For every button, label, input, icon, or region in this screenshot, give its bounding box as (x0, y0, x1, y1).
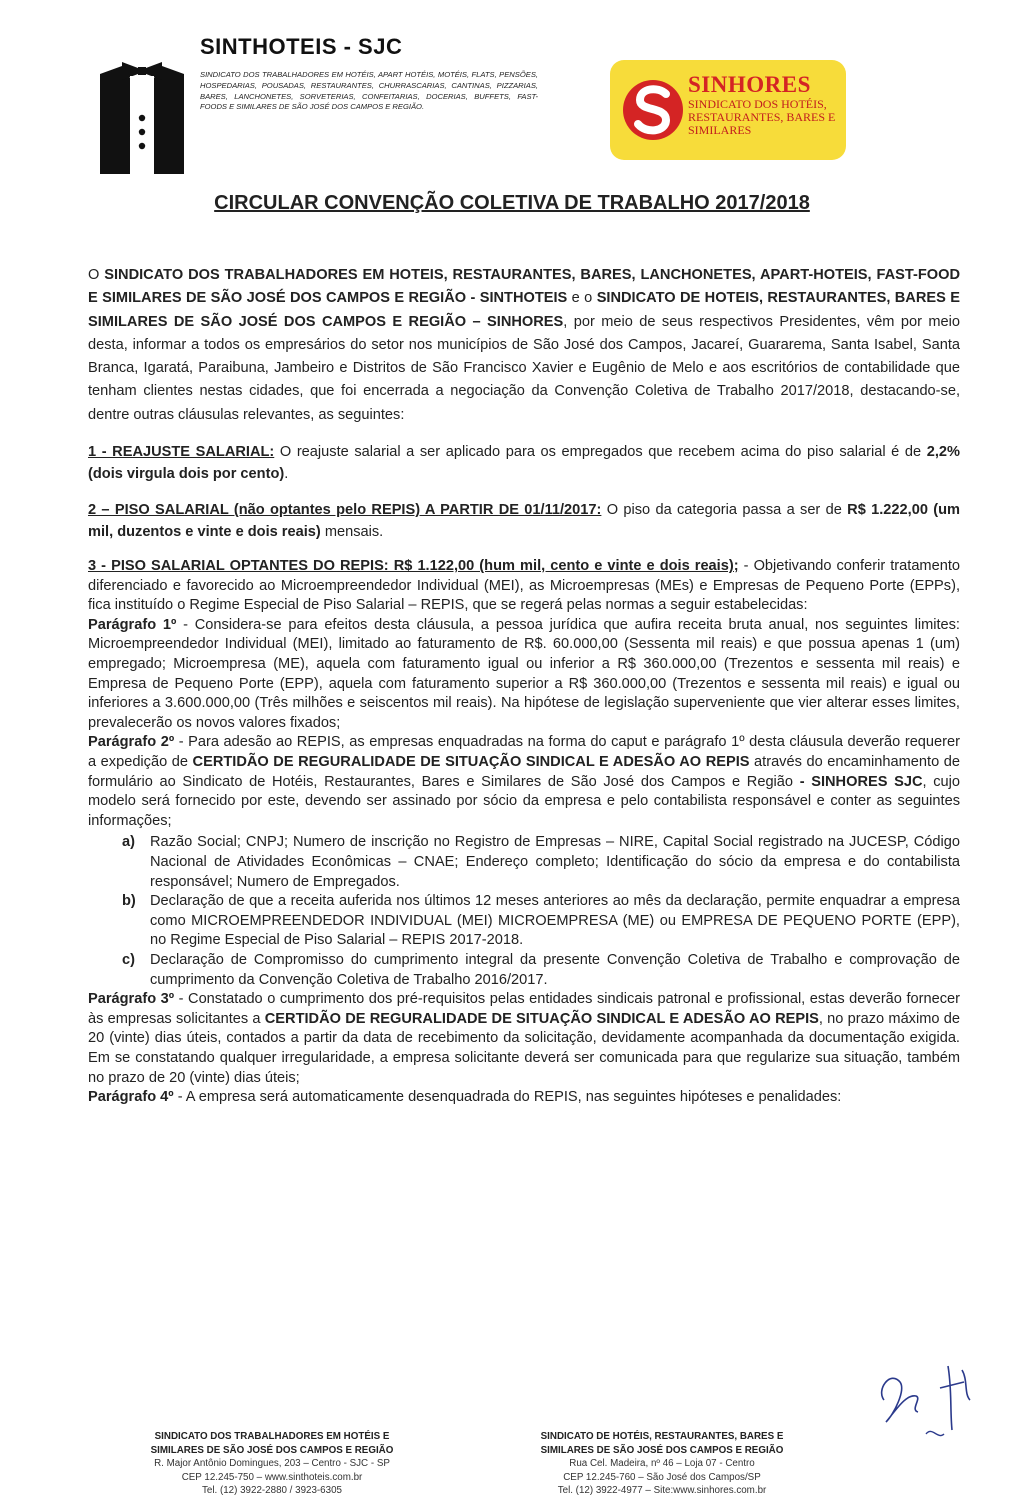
footer-sinhores (502, 1430, 822, 1498)
intro-text-2: e o (567, 290, 597, 307)
sinhores-name: SINHORES (688, 72, 811, 97)
list-item (88, 833, 960, 892)
paragraph-4-heading: Parágrafo 4º (88, 1089, 174, 1106)
handwritten-signature (866, 1330, 986, 1450)
list-item (88, 951, 960, 990)
paragraph-2-certidao: CERTIDÃO DE REGURALIDADE DE SITUAÇÃO SINDICAL E ADESÃO AO REPIS (192, 754, 750, 771)
item-1-value: 2,2% (dois virgula dois por cento) (88, 444, 960, 483)
list-item-label: b) (122, 893, 136, 910)
list-item-text: Declaração de Compromisso do cumprimento integral da presente Convenção Coletiva de Trabalho e comprovação de cumprimento da Convenção Coletiva de Trabalho 2016/2017. (150, 951, 960, 988)
paragraph-2-sinhores: - SINHORES SJC (799, 773, 923, 790)
item-3-text: - Objetivando conferir tratamento diferenciado e favorecido ao Microempreendedor Individual (MEI), as Microempresas (MEs) e Empresas de Pequeno Porte (EPPs), fica instituído o Regime Especial de Piso Salarial – REPIS, que se regerá pelas normas a seguir estabelecidas: (88, 558, 960, 614)
sinthoteis-waiter-logo (92, 56, 192, 176)
footer-sinthoteis (112, 1430, 432, 1498)
footer-right-address: Rua Cel. Madeira, nº 46 – Loja 07 - Centro (569, 1458, 755, 1470)
item-1-reajuste (88, 441, 960, 485)
paragraph-2-text-3: , cujo modelo será fornecido por este, devendo ser assinado por sócio da empresa e pelo contabilista responsável e conter as seguintes informações; (88, 773, 960, 829)
intro-org-sinthoteis: SINDICATO DOS TRABALHADORES EM HOTEIS, RESTAURANTES, BARES, LANCHONETES, APART-HOTEIS, FAST-FOOD E SIMILARES DE SÃO JOSÉ DOS CAMPOS E REGIÃO - SINTHOTEIS (88, 267, 960, 307)
paragraph-1 (88, 616, 960, 734)
paragraph-2-text-1: - Para adesão ao REPIS, as empresas enquadradas na forma do caput e parágrafo 1º desta cláusula deverão requerer a expedição de (88, 734, 960, 771)
paragraph-4-text: - A empresa será automaticamente desenquadrada do REPIS, nas seguintes hipóteses e penalidades: (173, 1089, 842, 1106)
paragraph-2-heading: Parágrafo 2º (88, 734, 175, 751)
sinhores-s-icon (620, 74, 686, 146)
list-item (88, 892, 960, 951)
footer-right-cep: CEP 12.245-760 – São José dos Campos/SP (563, 1471, 761, 1483)
footer-left-line: SINDICATO DOS TRABALHADORES EM HOTÉIS E (154, 1431, 390, 1442)
paragraph-1-text: - Considera-se para efeitos desta cláusula, a pessoa jurídica que aufira receita bruta anual, nos seguintes limites: Microempreendedor Individual (MEI), limitado ao faturamento de R$. 60.000,00 (Sessenta mil reais) e que possua apenas 1 (um) empregado; Microempresa (ME), aquela com faturamento igual ou inferior a R$ 360.000,00 (Trezentos e sessenta mil reais) e Empresa de Pequeno Porte (EPP), aquela com faturamento superior a R$ 360.000,00 (Trezentos e sessenta mil reais) e igual ou inferiores a 3.600.000,00 (Três milhões e seiscentos mil reais). Na hipótese de legislação superveniente que vier alterar esses limites, prevalecerão os novos valores fixados; (88, 616, 960, 731)
paragraph-2-text-2: através do encaminhamento de formulário ao Sindicato de Hotéis, Restaurantes, Bares e Similares de São José dos Campos e Região (88, 754, 960, 790)
item-2-heading: 2 – PISO SALARIAL (não optantes pelo REPIS) A PARTIR DE 01/11/2017: (88, 502, 602, 519)
footer-right-phone-site: Tel. (12) 3922-4977 – Site:www.sinhores.com.br (557, 1485, 767, 1497)
intro-text-3: , por meio de seus respectivos Presidentes, vêm por meio desta, informar a todos os empresários do setor nos municípios de São José dos Campos, Jacareí, Guararema, Santa Isabel, Santa Branca, Igaratá, Paraibuna, Jambeiro e Distritos de São Francisco Xavier e Eugênio de Melo e aos escritórios de contabilidade que tenham clientes nestas cidades, que foi encerrada a negociação da Convenção Coletiva de Trabalho 2017/2018, destacando-se, dentre outras cláusulas relevantes, as seguintes: (88, 313, 960, 423)
item-3-repis (88, 557, 960, 616)
list-item-label: c) (122, 951, 135, 968)
paragraph-2-list (88, 833, 960, 990)
item-1-end: . (284, 466, 289, 483)
paragraph-3-certidao: CERTIDÃO DE REGURALIDADE DE SITUAÇÃO SINDICAL E ADESÃO AO REPIS (264, 1010, 819, 1027)
paragraph-3 (88, 990, 960, 1088)
document-body (88, 264, 960, 1108)
paragraph-3-text-1: - Constatado o cumprimento dos pré-requisitos pelas entidades sindicais patronal e profissional, estas deverão fornecer às empresas solicitantes a (88, 991, 960, 1027)
item-2-end: mensais. (320, 524, 384, 541)
list-item-label: a) (122, 834, 135, 851)
paragraph-4 (88, 1088, 960, 1108)
footer-right-line: SINDICATO DE HOTÉIS, RESTAURANTES, BARES E (540, 1431, 784, 1442)
list-item-text: Declaração de que a receita auferida nos últimos 12 meses anteriores ao mês da declaração, permite enquadrar a empresa como MICROEMPREENDEDOR INDIVIDUAL (MEI) MICROEMPRESA (ME) ou EMPRESA DE PEQUENO PORTE (EPP), no Regime Especial de Piso Salarial – REPIS 2017-2018. (150, 893, 960, 949)
footer-right-line: SIMILARES DE SÃO JOSÉ DOS CAMPOS E REGIÃO (540, 1444, 784, 1456)
intro-text-1: O (88, 267, 105, 283)
sinhores-subtitle: SINDICATO DOS HOTÉIS, RESTAURANTES, BARES E SIMILARES (688, 97, 836, 137)
intro-paragraph (88, 264, 960, 427)
footer-left-address: R. Major Antônio Domingues, 203 – Centro - SJC - SP (154, 1458, 390, 1470)
paragraph-1-heading: Parágrafo 1º (88, 616, 177, 633)
footer-left-cep-site: CEP 12.245-750 – www.sinthoteis.com.br (181, 1471, 363, 1483)
footer-left-line: SIMILARES DE SÃO JOSÉ DOS CAMPOS E REGIÃO (150, 1444, 394, 1456)
item-1-text: O reajuste salarial a ser aplicado para os empregados que recebem acima do piso salarial é de (274, 444, 927, 461)
item-3-heading: 3 - PISO SALARIAL OPTANTES DO REPIS: R$ 1.122,00 (hum mil, cento e vinte e dois reais); (88, 558, 739, 575)
paragraph-2 (88, 733, 960, 831)
paragraph-3-text-2: , no prazo máximo de 20 (vinte) dias úteis, contados a partir da data de recebimento da solicitação, devidamente acompanhada da documentação exigida. Em se constatando qualquer irregularidade, a empresa solicitante deverá ser comunicada para que regularize sua situação, também no prazo de 20 (vinte) dias úteis; (88, 1010, 960, 1086)
item-2-piso (88, 499, 960, 543)
paragraph-3-heading: Parágrafo 3º (88, 991, 175, 1008)
list-item-text: Razão Social; CNPJ; Numero de inscrição no Registro de Empresas – NIRE, Capital Social registrado na JUCESP, Código Nacional de Atividades Econômicas – CNAE; Endereço completo; Identificação do sócio da empresa e do contabilista responsável; Numero de Empregados. (150, 834, 960, 890)
sinthoteis-description: SINDICATO DOS TRABALHADORES EM HOTÉIS, APART HOTÉIS, MOTÉIS, FLATS, PENSÕES, HOSPEDARIAS, POUSADAS, RESTAURANTES, CHURRASCARIAS, CANTINAS, PIZZARIAS, BARES, LANCHONETES, SORVETERIAS, CONFEITARIAS, DOCERIAS, BUFFETS, FAST-FOODS E SIMILARES DE SÃO JOSÉ DOS CAMPOS E REGIÃO. (200, 70, 538, 112)
intro-org-sinhores: SINDICATO DE HOTEIS, RESTAURANTES, BARES E SIMILARES DE SÃO JOSÉ DOS CAMPOS E REGIÃO – SINHORES (88, 290, 960, 330)
item-1-heading: 1 - REAJUSTE SALARIAL: (88, 444, 275, 461)
page-title: CIRCULAR CONVENÇÃO COLETIVA DE TRABALHO 2017/2018 (214, 192, 810, 214)
sinthoteis-title: SINTHOTEIS - SJC (200, 34, 403, 59)
item-2-text: O piso da categoria passa a ser de (601, 502, 848, 519)
footer-left-phone: Tel. (12) 3922-2880 / 3923-6305 (202, 1485, 342, 1497)
item-2-value: R$ 1.222,00 (um mil, duzentos e vinte e dois reais) (88, 502, 960, 541)
